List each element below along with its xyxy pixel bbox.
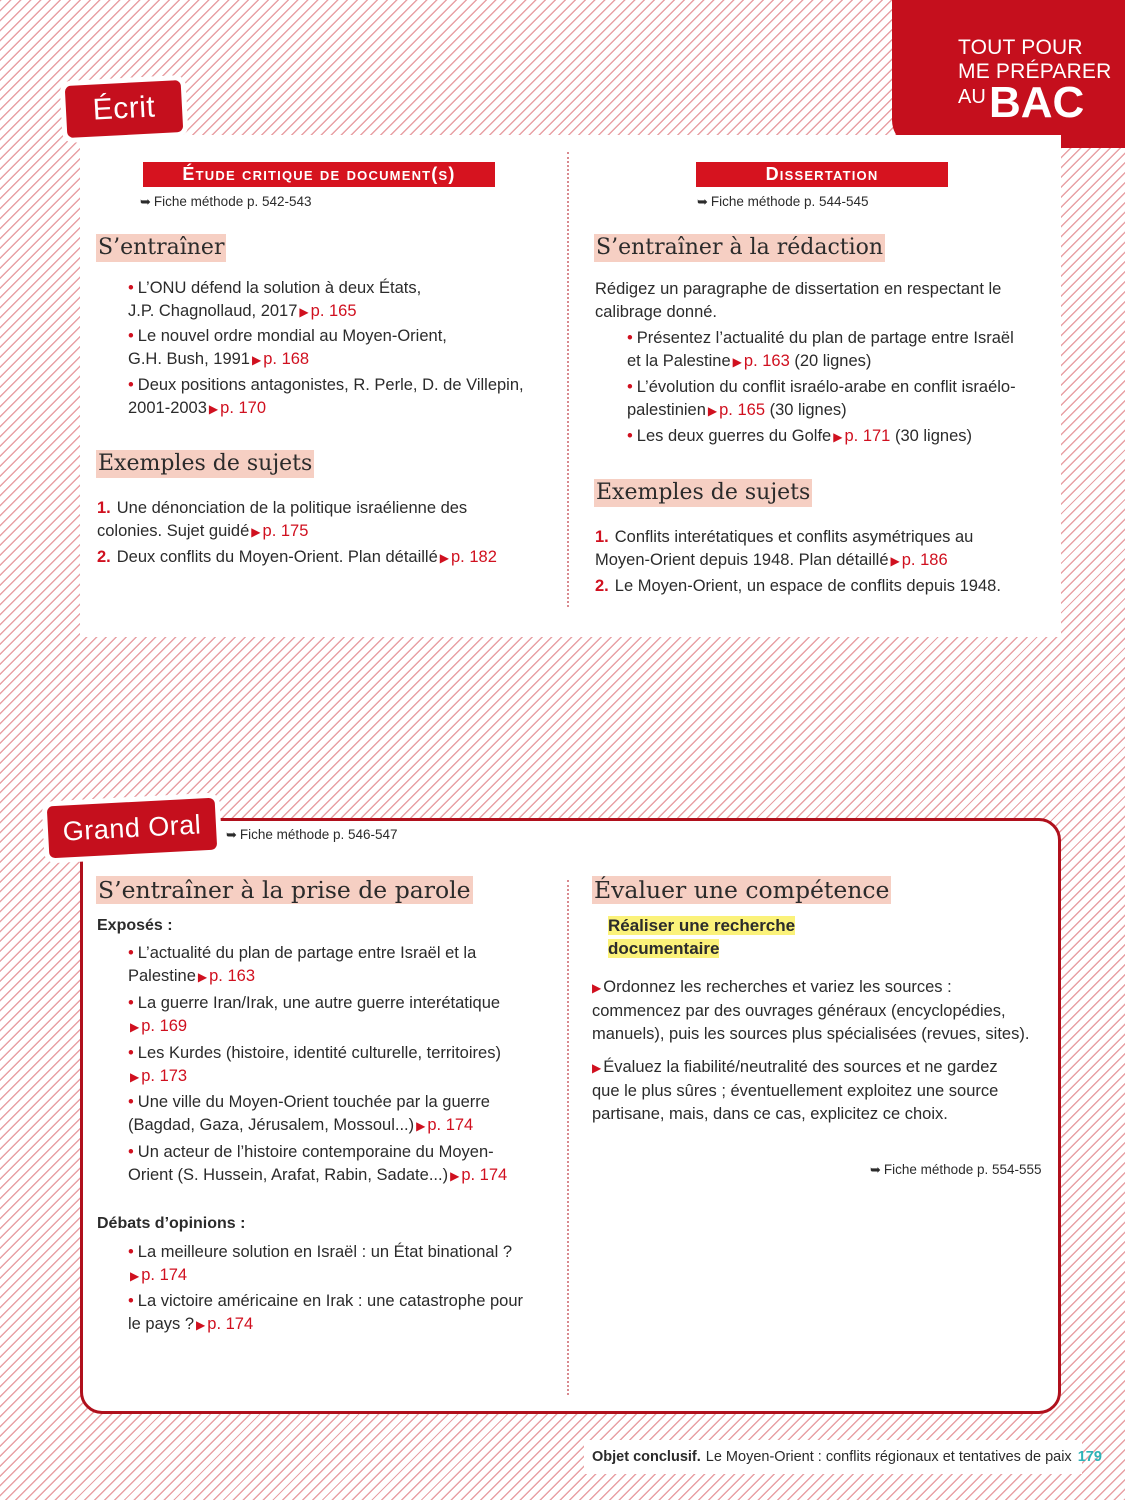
page-ref[interactable]: p. 169 <box>141 1017 188 1035</box>
list-item: • Une ville du Moyen-Orient touchée par la guerre (Bagdad, Gaza, Jérusalem, Mossoul...) ▶ p. 174 <box>128 1093 490 1134</box>
footer-text: Le Moyen-Orient : conflits régionaux et tentatives de paix <box>705 1449 1072 1465</box>
grand-oral-tag: Grand Oral <box>47 798 217 859</box>
triangle-icon: ▶ <box>130 1269 140 1283</box>
triangle-icon: ▶ <box>439 551 449 565</box>
bullet-icon: • <box>128 1243 134 1261</box>
bullet-icon: • <box>128 376 134 394</box>
page-ref[interactable]: p. 175 <box>262 522 309 540</box>
triangle-icon: ▶ <box>592 981 602 995</box>
arrow-icon: ➥ <box>697 194 708 209</box>
list-item: • La meilleure solution en Israël : un État binational ? ▶ p. 174 <box>128 1243 513 1284</box>
page-ref[interactable]: p. 163 <box>743 352 790 370</box>
triangle-icon: ▶ <box>299 305 309 319</box>
footer-bold: Objet conclusif. <box>592 1449 701 1465</box>
list-item: • Le nouvel ordre mondial au Moyen-Orient, G.H. Bush, 1991 ▶ p. 168 <box>128 327 447 368</box>
bullet-icon: • <box>128 994 134 1012</box>
etude-critique-heading: Étude critique de document(s) <box>143 162 495 187</box>
fiche-methode-competence[interactable]: ➥ Fiche méthode p. 554-555 <box>870 1162 1042 1177</box>
triangle-icon: ▶ <box>197 970 208 984</box>
bullet-icon: • <box>627 427 633 445</box>
list-item: • La victoire américaine en Irak : une catastrophe pour le pays ? ▶ p. 174 <box>128 1292 523 1333</box>
bullet-icon: • <box>128 1292 134 1310</box>
triangle-icon: ▶ <box>130 1070 140 1084</box>
triangle-icon: ▶ <box>130 1020 140 1034</box>
triangle-icon: ▶ <box>890 554 900 568</box>
bullet-icon: • <box>128 1044 134 1062</box>
bullet-icon: • <box>128 944 134 962</box>
list-item: • L’évolution du conflit israélo-arabe en conflit israélo- palestinien ▶ p. 165 (30 lignes) <box>627 378 1016 419</box>
triangle-icon: ▶ <box>707 404 718 418</box>
triangle-icon: ▶ <box>450 1169 460 1183</box>
bullet-icon: • <box>627 329 633 347</box>
triangle-icon: ▶ <box>251 525 261 539</box>
list-item: • L’actualité du plan de partage entre Israël et la Palestine ▶ p. 163 <box>128 944 477 985</box>
subject-item: 1. Conflits interétatiques et conflits asymétriques au Moyen-Orient depuis 1948. Plan détaillé ▶ p. 186 <box>595 528 974 569</box>
badge-line1: TOUT POUR <box>958 36 1083 59</box>
advice-paragraph-2: ▶ Évaluez la fiabilité/neutralité des sources et ne gardez que le plus sûres ; éventuellement exploitez une source partisane, mais, dans ce cas, explicitez ce choix. <box>592 1058 999 1123</box>
badge-line3: AU <box>958 86 986 108</box>
dissertation-heading: Dissertation <box>696 162 948 187</box>
ecrit-divider <box>567 152 569 607</box>
evaluer-competence-title: Évaluer une compétence <box>594 876 890 904</box>
bac-badge <box>892 0 1125 148</box>
page-ref[interactable]: p. 174 <box>141 1266 188 1284</box>
page-number: 179 <box>1077 1449 1102 1465</box>
page-ref[interactable]: p. 170 <box>220 399 267 417</box>
list-item: • Les deux guerres du Golfe ▶ p. 171 (30 lignes) <box>627 427 972 445</box>
exemples-sujets-title: Exemples de sujets <box>596 480 811 505</box>
page-ref[interactable]: p. 163 <box>209 967 255 985</box>
page-ref[interactable]: p. 186 <box>901 551 948 569</box>
exemples-sujets-title: Exemples de sujets <box>98 451 313 476</box>
page-footer <box>584 1440 1102 1474</box>
triangle-icon: ▶ <box>416 1119 426 1133</box>
page-ref[interactable]: p. 171 <box>844 427 891 445</box>
list-item: • Deux positions antagonistes, R. Perle, D. de Villepin, 2001-2003 ▶ p. 170 <box>128 376 524 417</box>
arrow-icon: ➥ <box>140 194 151 209</box>
list-item: • L’ONU défend la solution à deux États, J.P. Chagnollaud, 2017 ▶ p. 165 <box>128 279 422 320</box>
triangle-icon: ▶ <box>208 402 219 416</box>
page-ref[interactable]: p. 173 <box>141 1067 188 1085</box>
subject-item: 2. Le Moyen-Orient, un espace de conflits depuis 1948. <box>595 577 1001 595</box>
page-ref[interactable]: p. 165 <box>719 401 765 419</box>
bullet-icon: • <box>128 279 134 297</box>
page-ref[interactable]: p. 174 <box>461 1166 508 1184</box>
badge-line2: ME PRÉPARER <box>958 60 1112 83</box>
dissertation-intro: Rédigez un paragraphe de dissertation en respectant le calibrage donné. <box>595 280 1002 321</box>
list-item: • Présentez l’actualité du plan de partage entre Israël et la Palestine ▶ p. 163 (20 lignes) <box>627 329 1014 370</box>
bullet-icon: • <box>128 1143 134 1161</box>
s-entrainer-redaction-title: S’entraîner à la rédaction <box>596 235 884 260</box>
page-ref[interactable]: p. 174 <box>207 1315 254 1333</box>
fiche-methode-dissertation[interactable]: ➥ Fiche méthode p. 544-545 <box>697 194 869 209</box>
list-item: • La guerre Iran/Irak, une autre guerre interétatique ▶ p. 169 <box>128 994 501 1035</box>
page-ref[interactable]: p. 165 <box>310 302 357 320</box>
triangle-icon: ▶ <box>833 430 843 444</box>
page-ref[interactable]: p. 168 <box>263 350 310 368</box>
badge-bac: BAC <box>989 78 1085 127</box>
fiche-methode-oral[interactable]: ➥ Fiche méthode p. 546-547 <box>226 827 398 842</box>
triangle-icon: ▶ <box>592 1061 602 1075</box>
advice-paragraph-1: ▶ Ordonnez les recherches et variez les sources : commencez par des ouvrages généraux (encyclopédies, manuels), puis les sources plus spécialisées (revues, sites). <box>592 978 1030 1043</box>
s-entrainer-title: S’entraîner <box>98 235 225 260</box>
arrow-icon: ➥ <box>226 827 237 842</box>
fiche-methode-etude[interactable]: ➥ Fiche méthode p. 542-543 <box>140 194 312 209</box>
triangle-icon: ▶ <box>196 1318 206 1332</box>
triangle-icon: ▶ <box>252 353 262 367</box>
oral-divider <box>567 880 569 1395</box>
page-ref[interactable]: p. 182 <box>451 548 497 566</box>
subject-item: 1. Une dénonciation de la politique israélienne des colonies. Sujet guidé ▶ p. 175 <box>97 499 468 540</box>
subject-item: 2. Deux conflits du Moyen-Orient. Plan détaillé ▶ p. 182 <box>97 548 497 566</box>
bullet-icon: • <box>627 378 633 396</box>
debats-label: Débats d’opinions : <box>97 1215 246 1232</box>
list-item: • Les Kurdes (histoire, identité culturelle, territoires) ▶ p. 173 <box>128 1044 501 1085</box>
exposes-label: Exposés : <box>97 917 173 934</box>
page-ref[interactable]: p. 174 <box>427 1116 474 1134</box>
prise-de-parole-title: S’entraîner à la prise de parole <box>98 876 471 904</box>
triangle-icon: ▶ <box>732 355 742 369</box>
ecrit-tag: Écrit <box>65 80 184 138</box>
bullet-icon: • <box>128 1093 134 1111</box>
bullet-icon: • <box>128 327 134 345</box>
list-item: • Un acteur de l’histoire contemporaine du Moyen- Orient (S. Hussein, Arafat, Rabin, Sadate...) ▶ p. 174 <box>128 1143 508 1184</box>
arrow-icon: ➥ <box>870 1162 881 1177</box>
skill-highlight: Réaliser une recherche documentaire <box>608 916 796 958</box>
